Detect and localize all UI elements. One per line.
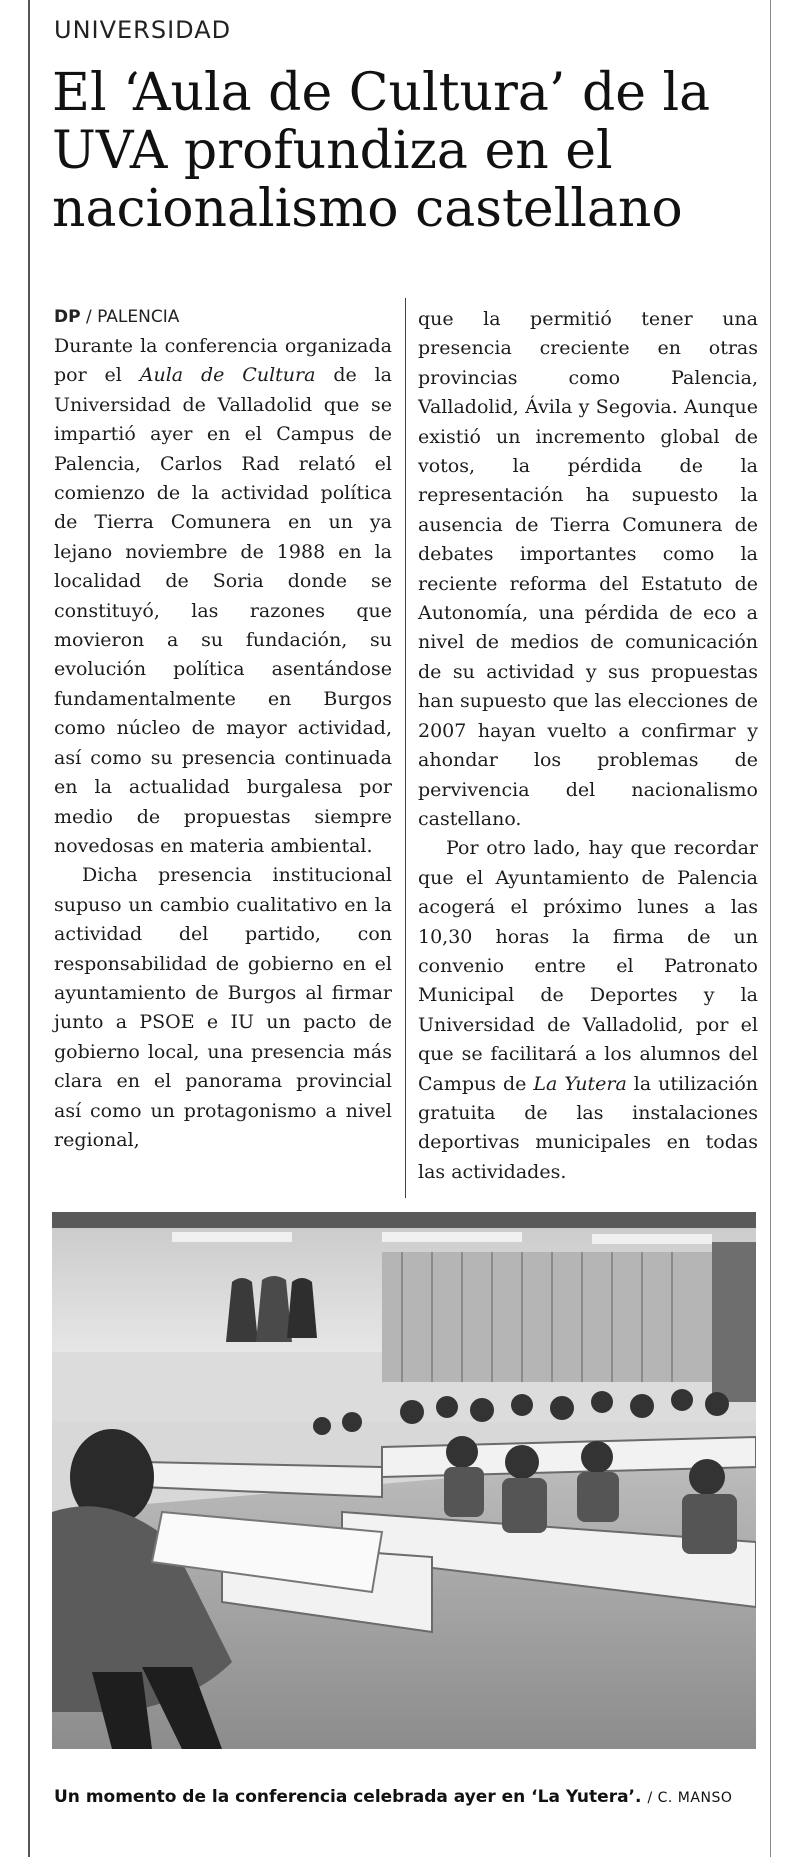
photo-caption [54,1787,764,1807]
byline-separator: / [80,307,98,327]
photo-credit: / C. MANSO [647,1790,733,1806]
byline-location: PALENCIA [97,307,180,327]
section-label: UNIVERSIDAD [54,16,232,44]
headline: El ‘Aula de Cultura’ de la UVA profundiza en el nacionalismo castellano [52,63,711,239]
page-border-right [770,0,771,1857]
classroom-photo [52,1212,756,1749]
caption-text: Un momento de la conferencia celebrada ayer en ‘La Yutera’. [54,1787,642,1807]
paragraph-1: Durante la conferencia organizada por el Aula de Cultura de la Universidad de Valladolid que se impartió ayer en el Campus de Palencia, Carlos Rad relató el comienzo de la actividad política de Tierra Comunera en un ya lejano noviembre de 1988 en la localidad de Soria donde se constituyó, las razones que movieron a su fundación, su evolución política asentándose fundamentalmente en Burgos como núcleo de mayor actividad, así como su presencia continuada en la actualidad burgalesa por medio de propuestas siempre novedosas en materia ambiental. [54,335,393,857]
paragraph-2: Dicha presencia institucional supuso un cambio cualitativo en la actividad del partido, con responsabilidad de gobierno en el ayuntamiento de Burgos al firmar junto a PSOE e IU un pacto de gobierno local, una presencia más clara en el panorama provincial así como un protagonismo a nivel regional, [54,864,392,1151]
page-border-left [28,0,30,1857]
column-divider [405,298,406,1198]
byline [54,307,179,327]
article-column-left [54,332,392,1155]
paragraph-3: que la permitió tener una presencia creciente en otras provincias como Palencia, Valladolid, Ávila y Segovia. Aunque existió un incremento global de votos, la pérdida de la representación ha supuesto la ausencia de Tierra Comunera de debates importantes como la reciente reforma del Estatuto de Autonomía, una pérdida de eco a nivel de medios de comunicación de su actividad y sus propuestas han supuesto que las elecciones de 2007 hayan vuelto a confirmar y ahondar los problemas de pervivencia del nacionalismo castellano. [418,308,758,830]
byline-agency: DP [54,307,81,327]
paragraph-4: Por otro lado, hay que recordar que el Ayuntamiento de Palencia acogerá el próximo lunes a las 10,30 horas la firma de un convenio entre el Patronato Municipal de Deportes y la Universidad de Valladolid, por el que se facilitará a los alumnos del Campus de La Yutera la utilización gratuita de las instalaciones deportivas municipales en todas las actividades. [418,837,758,1183]
article-column-right [418,305,758,1187]
